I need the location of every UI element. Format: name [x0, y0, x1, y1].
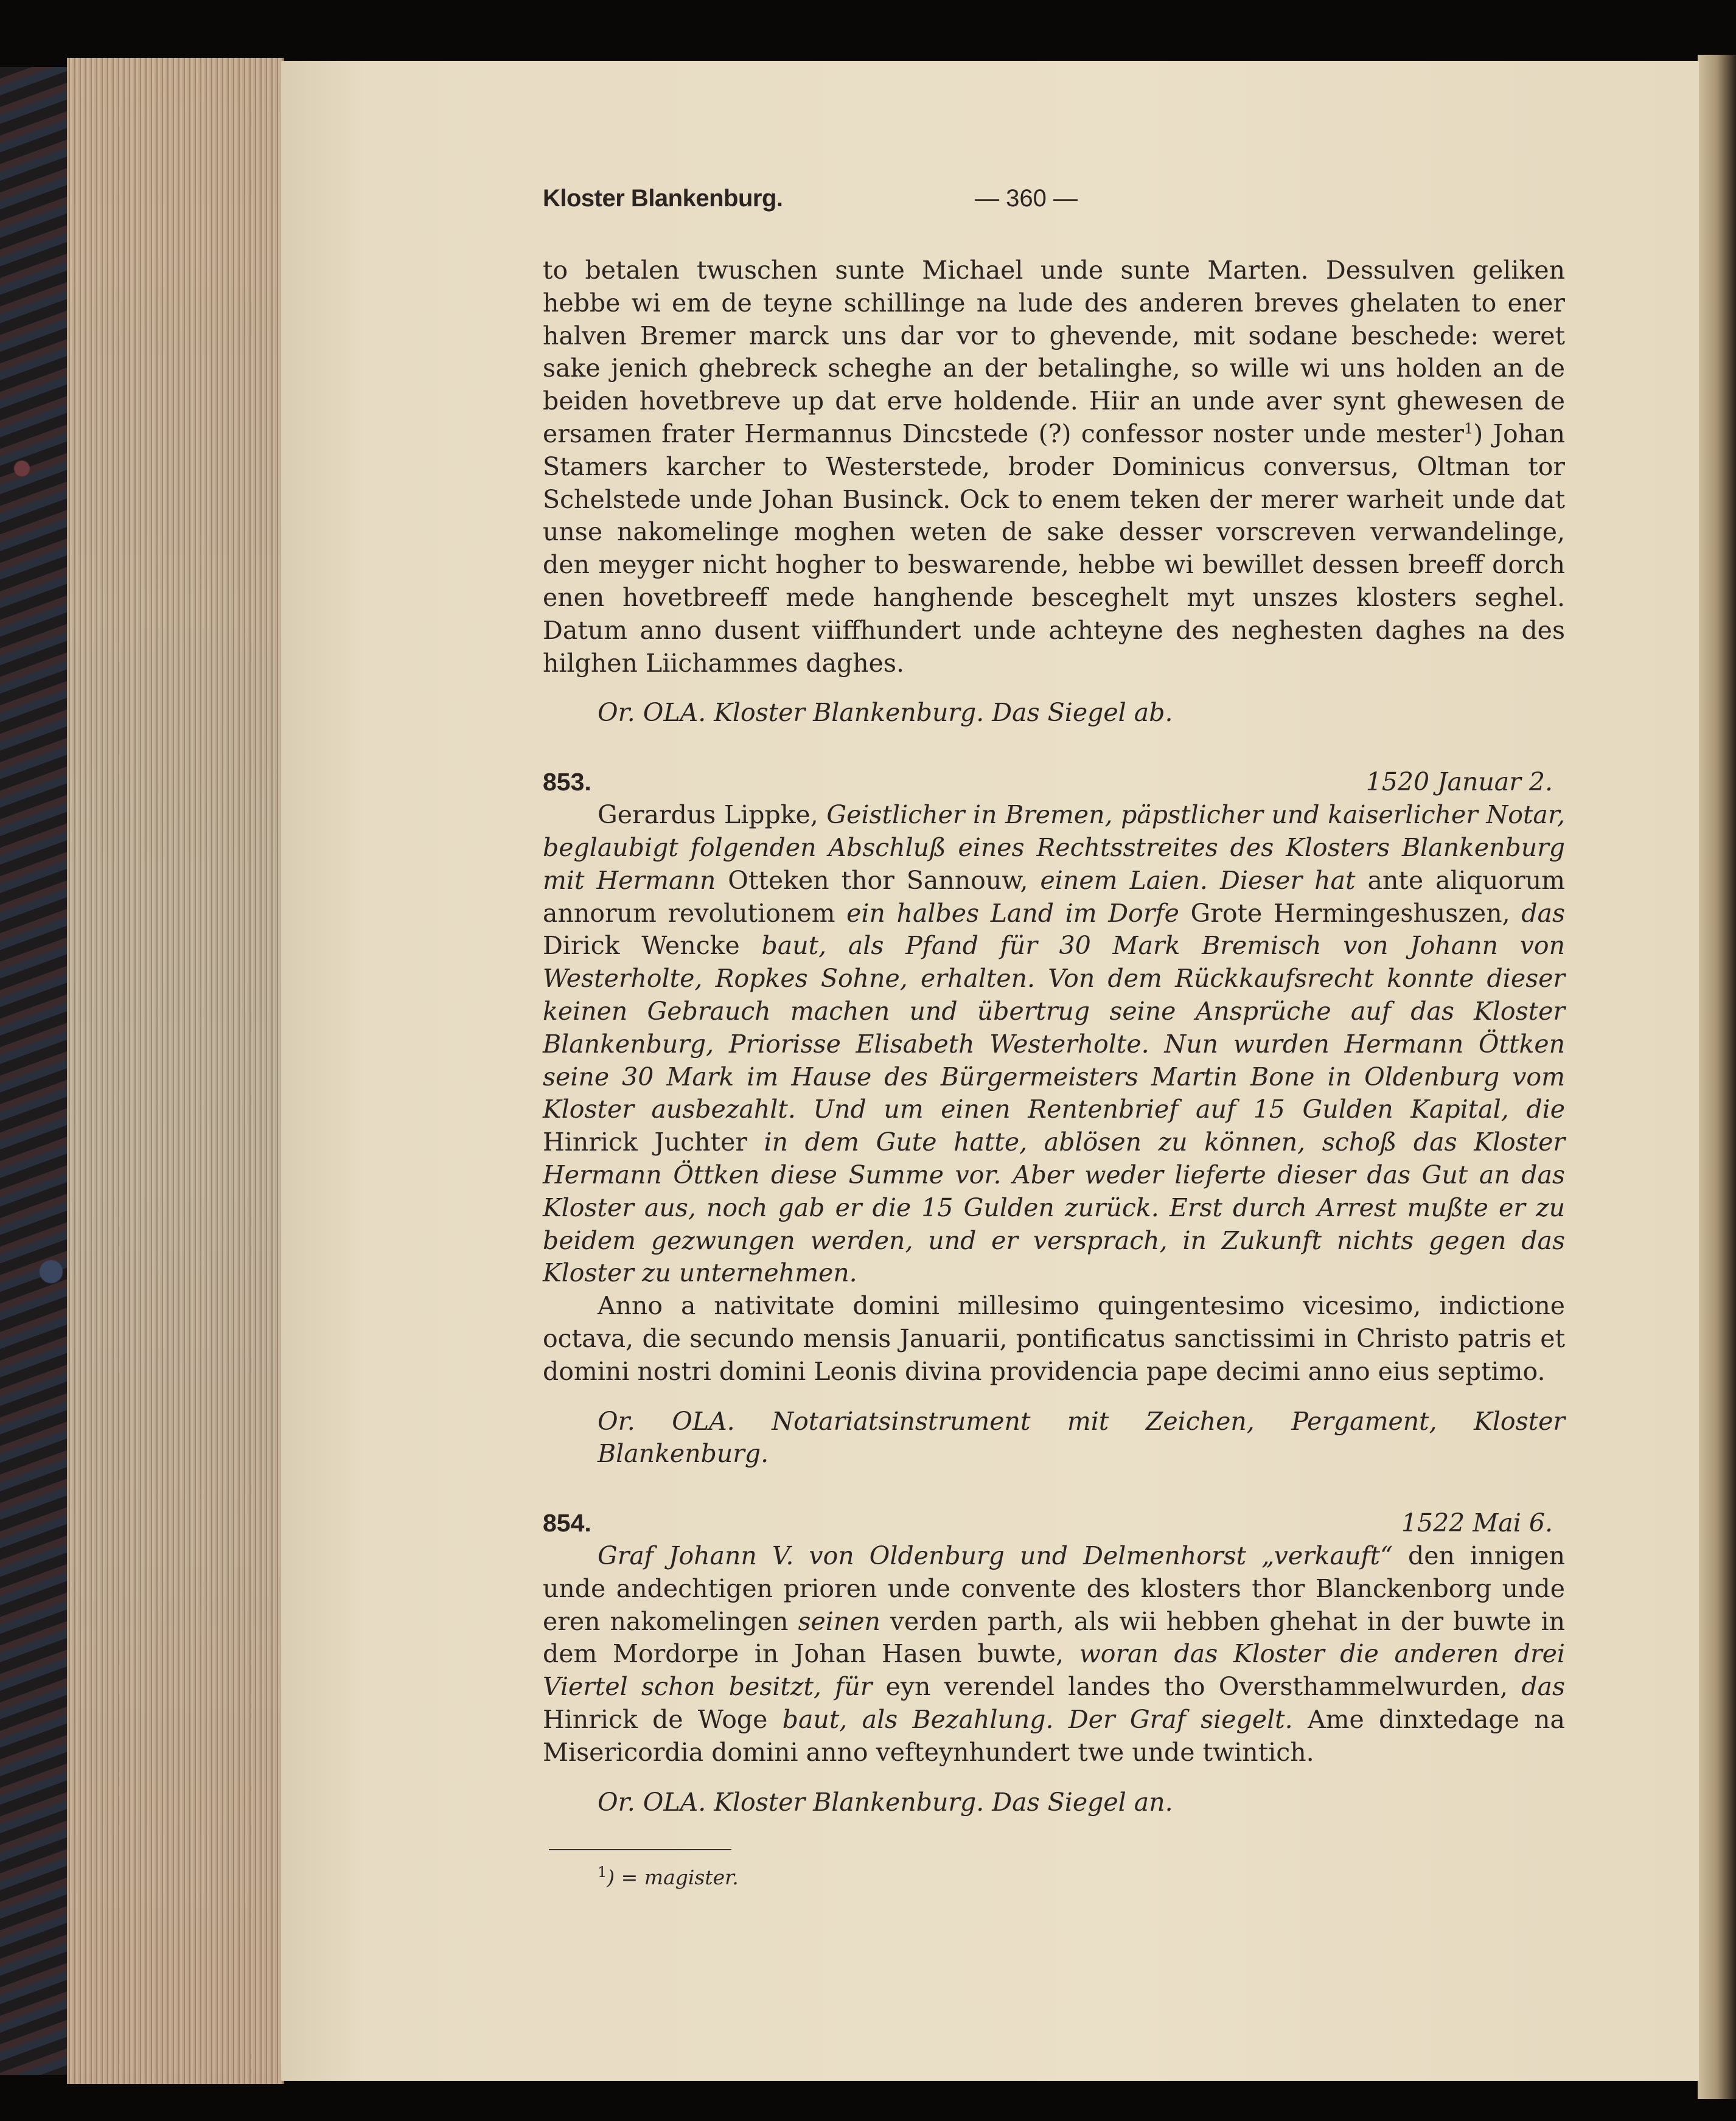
doc-854-source: Or. OLA. Kloster Blankenburg. Das Siegel an. [598, 1787, 1173, 1817]
doc-853-regest: Gerardus Lippke, Geistlicher in Bremen, päpstlicher und kaiserlicher Notar, beglaubigt folgenden Abschluß eines Rechtsstreites des Klosters Blankenburg mit Hermann Otteken thor Sannouw, einem Laien. Dieser hat ante aliquorum annorum revolutionem ein halbes Land im Dorfe Grote Hermingeshuszen, das Dirick Wencke baut, als Pfand für 30 Mark Bremisch von Johann von Westerholte, Ropkes Sohne, erhalten. Von dem Rückkaufsrecht konnte dieser keinen Gebrauch machen und übertrug seine Ansprüche auf das Kloster Blankenburg, Priorisse Elisabeth Westerholte. Nun wurden Hermann Öttken seine 30 Mark im Hause des Bürgermeisters Martin Bone in Oldenburg vom Kloster ausbezahlt. Und um einen Rentenbrief auf 15 Gulden Kapital, die Hinrick Juchter in dem Gute hatte, ablösen zu können, schoß das Kloster Hermann Öttken diese Summe vor. Aber weder lieferte dieser das Gut an das Kloster aus, noch gab er die 15 Gulden zurück. Erst durch Arrest mußte er zu beidem gezwungen werden, und er versprach, in Zukunft nichts gegen das Kloster zu unternehmen. [543, 800, 1566, 1288]
doc-854-regest: Graf Johann V. von Oldenburg und Delmenhorst „verkauft“ den innigen unde andechtigen prioren unde convente des klosters thor Blanckenborg unde eren nakomelingen seinen verden parth, als wii hebben ghehat in der buwte in dem Mordorpe in Johan Hasen buwte, woran das Kloster die anderen drei Viertel schon besitzt, für eyn verendel landes tho Oversthammelwurden, das Hinrick de Woge baut, als Bezahlung. Der Graf siegelt. Ame dinxtedage na Misericordia domini anno vefteynhundert twe unde twintich. [543, 1541, 1566, 1767]
footnote-rule [549, 1849, 731, 1850]
continuation-source: Or. OLA. Kloster Blankenburg. Das Siegel ab. [598, 698, 1173, 728]
doc-854-date: 1522 Mai 6. [1401, 1508, 1553, 1538]
doc-853-number: 853. [543, 768, 591, 796]
page-stack-edge [67, 58, 284, 2084]
page-number: — 360 — [975, 185, 1078, 212]
continuation-paragraph: to betalen twuschen sunte Michael unde sunte Marten. Dessulven geliken hebbe wi em de teyne schillinge na lude des anderen breves ghelaten to ener halven Bremer marck uns dar vor to ghevende, mit sodane beschede: weret sake jenich ghebreck scheghe an der betalinghe, so wille wi uns holden an de beiden hovetbreve up dat erve holdende. Hiir an unde aver synt ghewesen de ersamen frater Hermannus Dincstede (?) confessor noster unde mester$^1$) Johan Stamers karcher to Westerstede, broder Dominicus conversus, Oltman tor Schelstede unde Johan Businck. Ock to enem teken der merer warheit unde dat unse nakomelinge moghen weten de sake desser vorscreven verwandelinge, den meyger nicht hogher to beswarende, hebbe wi bewillet dessen breeff dorch enen hovetbreeff mede hanghende besceghelt myt unszes klosters seghel. Datum anno dusent viiffhundert unde achteyne des neghesten daghes na des hilghen Liichammes daghes. [543, 256, 1565, 678]
footnote: $^1$) = magister. [598, 1864, 739, 1890]
doc-853-heading [543, 766, 1565, 799]
doc-853-latin-text: Anno a nativitate domini millesimo quingentesimo vicesimo, indictione octava, die secundo mensis Januarii, pontificatus sanctissimi in Christo patris et domini nostri domini Leonis divina providencia pape decimi anno eius septimo. [543, 1291, 1565, 1386]
book-cover-marbling [0, 67, 73, 2075]
page-content [543, 183, 1565, 1894]
doc-854-number: 854. [543, 1509, 591, 1538]
footnote-ref: 1 [1464, 420, 1474, 437]
running-title: Kloster Blankenburg. [543, 185, 783, 212]
running-head [543, 183, 1565, 219]
doc-853-source: Or. OLA. Notariatsinstrument mit Zeichen, Pergament, Kloster Blankenburg. [598, 1406, 1565, 1469]
doc-853-date: 1520 Januar 2. [1365, 767, 1553, 797]
facing-page-edge [1698, 55, 1736, 2099]
doc-854-heading [543, 1507, 1565, 1540]
